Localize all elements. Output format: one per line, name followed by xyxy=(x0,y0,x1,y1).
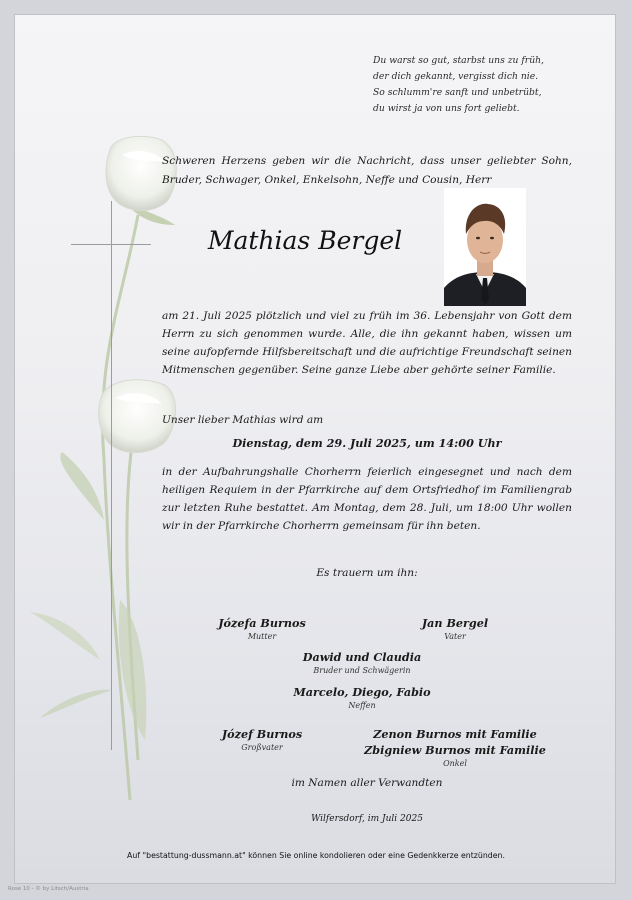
poem-line: So schlumm're sanft und unbetrübt, xyxy=(373,87,542,98)
portrait-photo xyxy=(444,188,526,306)
mourner-jozefa xyxy=(207,615,317,642)
cross-horizontal xyxy=(71,244,151,245)
cross-vertical xyxy=(111,201,112,750)
mourner-jan xyxy=(395,615,515,642)
online-notice: Auf "bestattung-dussmann.at" können Sie online kondolieren oder eine Gedenkkerze entzünden. xyxy=(127,851,505,860)
obituary-paragraph: am 21. Juli 2025 plötzlich und viel zu früh im 36. Lebensjahr von Gott dem Herrn zu sich genommen wurde. Alle, die ihn gekannt haben, wissen um seine aufopfernde Hilfsbereitschaft und die aufrichtige Freundschaft seinen Mitmenschen gegenüber. Seine ganze Liebe aber gehörte seiner Familie. xyxy=(162,310,572,376)
mourner-dawid xyxy=(282,649,442,676)
mourner-name: Marcelo, Diego, Fabio xyxy=(293,685,431,699)
poem-line: der dich gekannt, vergisst dich nie. xyxy=(373,71,539,82)
poem-line: du wirst ja von uns fort geliebt. xyxy=(373,103,520,114)
mourner-name: Józef Burnos xyxy=(221,727,303,741)
service-intro: Unser lieber Mathias wird am xyxy=(162,414,324,426)
mourner-relation: Onkel xyxy=(443,759,467,768)
closing-line: im Namen aller Verwandten xyxy=(291,777,443,789)
mourner-relation: Bruder und Schwägerin xyxy=(313,666,411,675)
mourner-relation: Vater xyxy=(444,632,466,641)
service-date: Dienstag, dem 29. Juli 2025, um 14:00 Uhr xyxy=(232,436,502,450)
mourner-marcelo xyxy=(282,684,442,711)
poem xyxy=(373,53,573,117)
service-details: in der Aufbahrungshalle Chorherrn feierlich eingesegnet und nach dem heiligen Requiem in der Pfarrkirche auf dem Ortsfriedhof im Familiengrab zur letzten Ruhe bestattet. Am Montag, dem 28. Juli, um 18:00 Uhr wollen wir in der Pfarrkirche Chorherrn gemeinsam für ihn beten. xyxy=(162,466,572,532)
mourner-jozef xyxy=(207,726,317,753)
mourner-name: Józefa Burnos xyxy=(218,616,306,630)
intro-text: Schweren Herzens geben wir die Nachricht, dass unser geliebter Sohn, Bruder, Schwager, Onkel, Enkelsohn, Neffe und Cousin, Herr xyxy=(162,155,572,186)
mourner-relation: Neffen xyxy=(348,701,376,710)
mourner-name: Jan Bergel xyxy=(421,616,489,630)
mourner-name: Zenon Burnos mit Familie xyxy=(373,727,537,741)
mourner-name: Dawid und Claudia xyxy=(302,650,422,664)
mourner-zenon xyxy=(360,726,550,769)
deceased-name: Mathias Bergel xyxy=(207,226,403,255)
mourner-relation: Mutter xyxy=(247,632,277,641)
place-date: Wilfersdorf, im Juli 2025 xyxy=(311,814,423,824)
poem-line: Du warst so gut, starbst uns zu früh, xyxy=(373,55,544,66)
image-credit: Rose 10 - © by Litsch/Austria xyxy=(8,886,89,892)
mourners-heading: Es trauern um ihn: xyxy=(316,567,418,579)
mourner-relation: Großvater xyxy=(241,743,283,752)
mourner-name-2: Zbigniew Burnos mit Familie xyxy=(364,743,546,757)
